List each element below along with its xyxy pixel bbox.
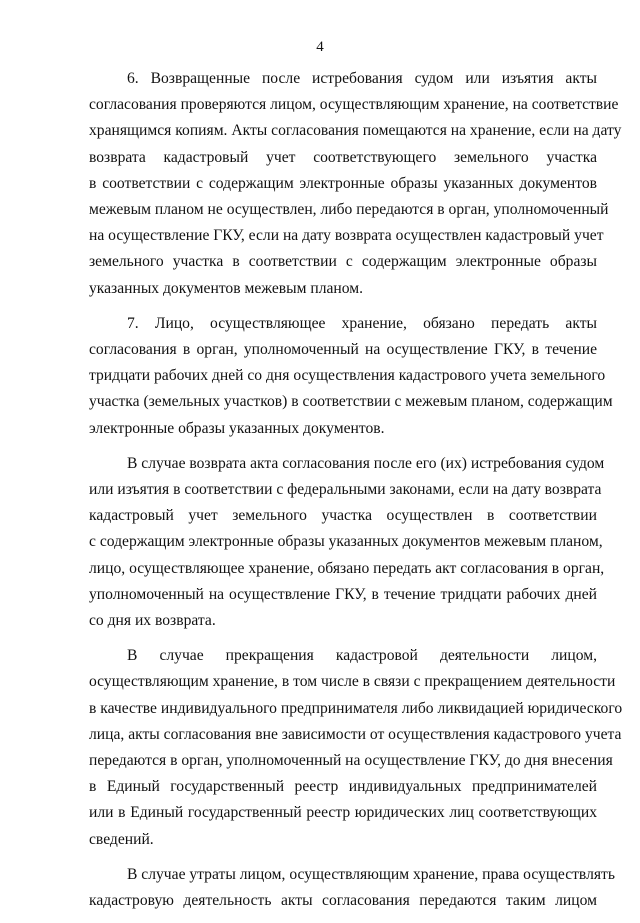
text-line: участка (земельных участков) в соответствии с межевым планом, содержащим [89,393,613,411]
document-body [89,66,623,923]
text-line: В случае возврата акта согласования после его (их) истребования судом [127,454,605,472]
text-line: 7. Лицо, осуществляющее хранение, обязано передать акты [127,314,597,332]
text-line: со дня их возврата. [89,612,216,630]
text-line: лицо, осуществляющее хранение, обязано передать акт согласования в орган, [89,559,605,577]
paragraph-7 [89,311,613,442]
text-line: или изъятия в соответствии с федеральными законами, если на дату возврата [89,481,602,499]
paragraph-termination [89,643,623,853]
text-line: указанных документов межевым планом. [89,279,364,297]
text-line: земельного участка в соответствии с содержащим электронные образы [89,253,597,271]
text-line: 6. Возвращенные после истребования судом или изъятия акты [127,70,597,87]
text-line: лица, акты согласования вне зависимости от осуществления кадастрового учета [89,725,622,743]
text-line: уполномоченный на осуществление ГКУ, в течение тридцати рабочих дней [89,585,597,603]
text-line: в соответствии с содержащим электронные образы указанных документов [89,174,597,192]
text-line: с содержащим электронные образы указанных документов межевым планом, [89,533,603,551]
text-line: в Единый государственный реестр индивидуальных предпринимателей [89,778,597,796]
text-line: осуществляющим хранение, в том числе в связи с прекращением деятельности [89,673,616,691]
text-line: кадастровую деятельность акты согласования передаются таким лицом [89,892,597,910]
text-line: на осуществление ГКУ, если на дату возврата осуществлен кадастровый учет [89,227,604,245]
paragraph-6 [89,66,622,302]
page-number: 4 [316,39,324,55]
text-line: тридцати рабочих дней со дня осуществления кадастрового учета земельного [89,367,606,385]
text-line: в качестве индивидуального предпринимателя либо ликвидацией юридического [89,699,623,717]
text-line: или в Единый государственный реестр юридических лиц соответствующих [89,804,597,822]
text-line: согласования в орган, уполномоченный на осуществление ГКУ, в течение [89,341,597,359]
text-line: сведений. [89,830,154,848]
text-line: межевым планом не осуществлен, либо передаются в орган, уполномоченный [89,201,609,219]
text-line: В случае утраты лицом, осуществляющим хранение, права осуществлять [127,865,615,883]
paragraph-return [89,451,605,634]
text-line: согласования проверяются лицом, осуществляющим хранение, на соответствие [89,96,619,114]
text-line: электронные образы указанных документов. [89,419,385,437]
text-line: хранящимся копиям. Акты согласования помещаются на хранение, если на дату [89,122,622,140]
text-line: передаются в орган, уполномоченный на осуществление ГКУ, до дня внесения [89,752,613,770]
paragraph-loss-of-right [89,862,615,914]
text-line: В случае прекращения кадастровой деятельности лицом, [127,647,597,665]
text-line: кадастровый учет земельного участка осуществлен в соответствии [89,507,597,525]
text-line: возврата кадастровый учет соответствующего земельного участка [89,148,597,166]
